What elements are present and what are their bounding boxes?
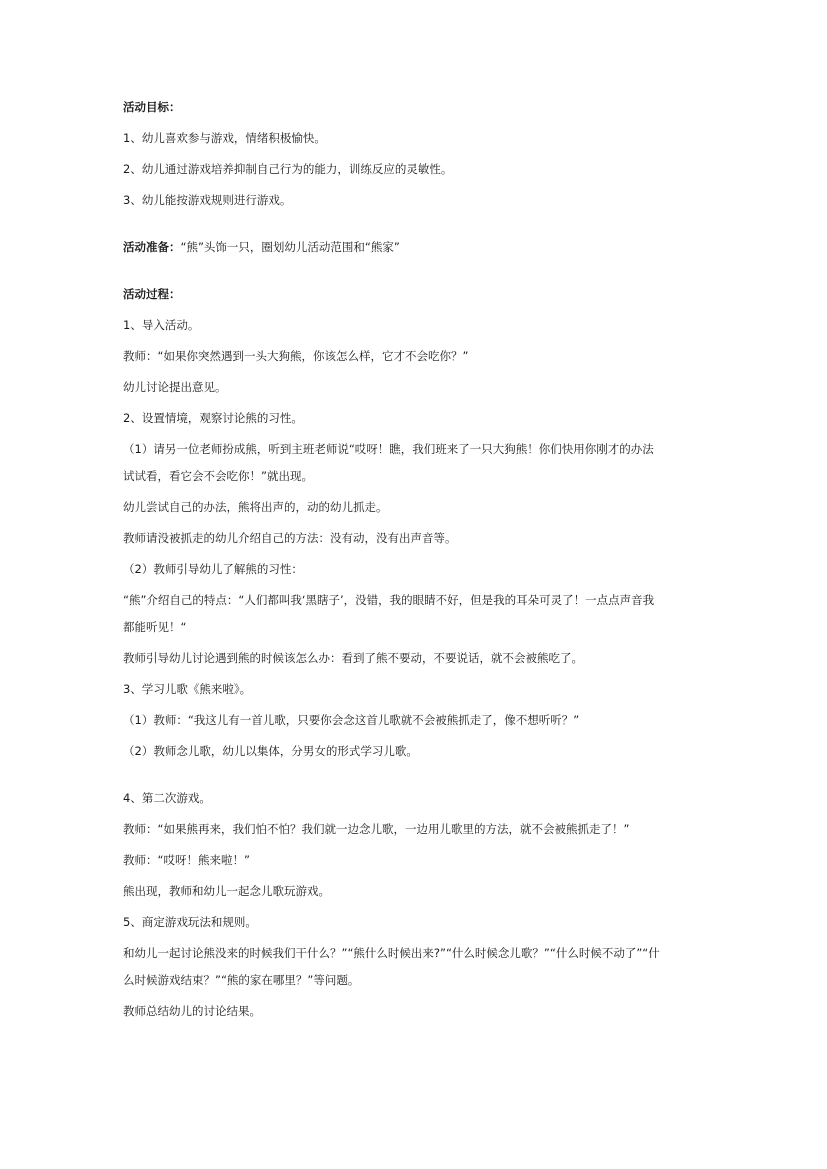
process-line: 4、第二次游戏。 <box>123 791 211 805</box>
process-line: 么时候游戏结束？”“熊的家在哪里？”等问题。 <box>123 973 360 987</box>
process-line: 熊出现，教师和幼儿一起念儿歌玩游戏。 <box>123 884 330 898</box>
process-line: （1）请另一位老师扮成熊，听到主班老师说“哎呀！瞧，我们班来了一只大狗熊！你们快用你刚才的办法 <box>123 442 654 456</box>
goal-item-3: 3、幼儿能按游戏规则进行游戏。 <box>123 193 292 207</box>
prep-label: 活动准备： <box>123 240 181 254</box>
spacer <box>123 775 713 791</box>
process-line: 都能听见！“ <box>123 620 187 634</box>
process-line: （1）教师：“我这儿有一首儿歌，只要你会念这首儿歌就不会被熊抓走了，像不想听听？” <box>123 713 580 727</box>
process-line: 和幼儿一起讨论熊没来的时候我们干什么？”“熊什么时候出来?”“什么时候念儿歌？”“什么时候不动了”“什 <box>123 946 660 960</box>
process-line: （2）教师引导幼儿了解熊的习性： <box>123 562 303 576</box>
process-line: 2、设置情境，观察讨论熊的习性。 <box>123 411 303 425</box>
process-line: 1、导入活动。 <box>123 318 200 332</box>
process-line: 5、商定游戏玩法和规则。 <box>123 915 257 929</box>
goals-heading: 活动目标： <box>123 100 181 114</box>
process-line: 教师：“如果熊再来，我们怕不怕？我们就一边念儿歌，一边用儿歌里的方法，就不会被熊抓走了！” <box>123 822 630 836</box>
process-line: 教师：“如果你突然遇到一头大狗熊，你该怎么样，它才不会吃你？” <box>123 349 469 363</box>
process-line: 试试看，看它会不会吃你！”就出现。 <box>123 469 313 483</box>
process-line: “熊”介绍自己的特点：“人们都叫我‘黑瞎子’，没错，我的眼睛不好，但是我的耳朵可灵了！一点点声音我 <box>123 593 655 607</box>
process-line: 教师总结幼儿的讨论结果。 <box>123 1004 261 1018</box>
process-line: 教师：“哎呀！熊来啦！” <box>123 853 250 867</box>
process-heading: 活动过程： <box>123 287 181 301</box>
prep-text: “熊”头饰一只，圈划幼儿活动范围和“熊家” <box>180 240 400 254</box>
process-line: （2）教师念儿歌，幼儿以集体，分男女的形式学习儿歌。 <box>123 744 418 758</box>
spacer <box>123 271 713 287</box>
process-line: 3、学习儿歌《熊来啦》。 <box>123 682 252 696</box>
process-line: 幼儿尝试自己的办法，熊将出声的，动的幼儿抓走。 <box>123 500 388 514</box>
prep-paragraph <box>123 240 713 255</box>
document-page <box>123 100 713 1035</box>
process-line: 教师引导幼儿讨论遇到熊的时候该怎么办：看到了熊不要动，不要说话，就不会被熊吃了。 <box>123 651 583 665</box>
process-line: 幼儿讨论提出意见。 <box>123 380 227 394</box>
goal-item-2: 2、幼儿通过游戏培养抑制自己行为的能力，训练反应的灵敏性。 <box>123 162 453 176</box>
process-line: 教师请没被抓走的幼儿介绍自己的方法：没有动，没有出声音等。 <box>123 531 457 545</box>
goal-item-1: 1、幼儿喜欢参与游戏，情绪积极愉快。 <box>123 131 326 145</box>
spacer <box>123 224 713 240</box>
